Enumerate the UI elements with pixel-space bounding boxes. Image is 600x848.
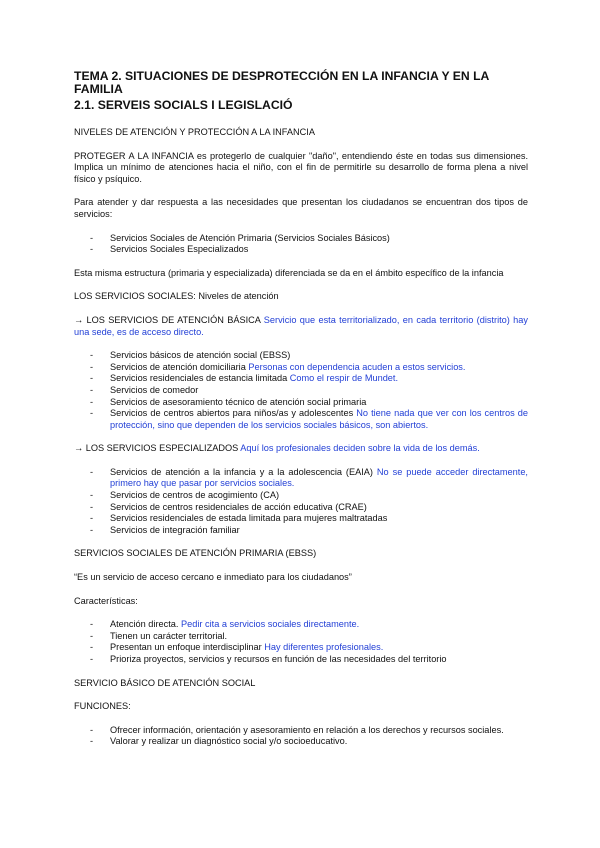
heading-ebss: SERVICIOS SOCIALES DE ATENCIÓN PRIMARIA (EBSS) bbox=[74, 548, 317, 559]
list-item: - Servicios de comedor bbox=[74, 385, 528, 397]
list-funciones bbox=[74, 725, 528, 748]
list-item: - Servicios residenciales de estada limitada para mujeres maltratadas bbox=[74, 513, 528, 525]
list-item: - Ofrecer información, orientación y asesoramiento en relación a los derechos y recursos sociales. bbox=[74, 725, 528, 737]
list-caracteristicas bbox=[74, 619, 528, 665]
heading-niveles: NIVELES DE ATENCIÓN Y PROTECCIÓN A LA INFANCIA bbox=[74, 127, 315, 137]
note: Hay diferentes profesionales. bbox=[264, 642, 384, 653]
list-item: - Servicios básicos de atención social (EBSS) bbox=[74, 350, 528, 362]
list-item: - Servicios de asesoramiento técnico de atención social primaria bbox=[74, 397, 528, 409]
quote: “Es un servicio de acceso cercano e inmediato para los ciudadanos” bbox=[74, 572, 352, 583]
list-item: - Servicios de atención domiciliaria Personas con dependencia acuden a estos servicios. bbox=[74, 362, 528, 374]
list-servicios-basicos bbox=[74, 350, 528, 431]
list-item: - Presentan un enfoque interdisciplinar Hay diferentes profesionales. bbox=[74, 642, 528, 654]
heading-atencion-basica: → LOS SERVICIOS DE ATENCIÓN BÁSICA Servicio que esta territorializado, en cada territorio (distrito) hay una sede, es de acceso directo. bbox=[74, 314, 528, 337]
list-item: - Atención directa. Pedir cita a servicios sociales directamente. bbox=[74, 619, 528, 631]
heading-especializados: → LOS SERVICIOS ESPECIALIZADOS Aquí los profesionales deciden sobre la vida de los demás. bbox=[74, 443, 480, 454]
list-item: - Tienen un carácter territorial. bbox=[74, 631, 528, 643]
paragraph-atender: Para atender y dar respuesta a las necesidades que presentan los ciudadanos se encuentran dos tipos de servicios: bbox=[74, 197, 528, 219]
list-item: - Servicios de centros abiertos para niños/as y adolescentes No tiene nada que ver con los centros de protección, sino que dependen de los servicios sociales básicos, son abiertos. bbox=[74, 408, 528, 431]
list-item: - Valorar y realizar un diagnóstico social y/o socioeducativo. bbox=[74, 736, 528, 748]
heading-caracteristicas: Características: bbox=[74, 595, 138, 606]
note: Personas con dependencia acuden a estos servicios. bbox=[248, 361, 466, 372]
paragraph-proteger: PROTEGER A LA INFANCIA es protegerlo de cualquier "daño", entendiendo éste en todas sus dimensiones. Implica un mínimo de atenciones hacia el niño, con el fin de permitirle su desarrollo de forma plena a nivel físico y psíquico. bbox=[74, 150, 528, 184]
section-subtitle: 2.1. SERVEIS SOCIALS I LEGISLACIÓ bbox=[74, 98, 293, 112]
list-servicios-especializados bbox=[74, 467, 528, 537]
note: No tiene nada que ver con los centros de protección, sino que dependen de los servicios sociales básicos, son abiertos. bbox=[110, 408, 528, 430]
note: Como el respir de Mundet. bbox=[289, 373, 399, 384]
list-item: - Servicios residenciales de estancia limitada Como el respir de Mundet. bbox=[74, 373, 528, 385]
document-title: TEMA 2. SITUACIONES DE DESPROTECCIÓN EN LA INFANCIA Y EN LA FAMILIA bbox=[74, 69, 490, 96]
paragraph-estructura: Esta misma estructura (primaria y especializada) diferenciada se da en el ámbito específico de la infancia bbox=[74, 267, 504, 278]
heading-servicios-sociales: LOS SERVICIOS SOCIALES: Niveles de atención bbox=[74, 291, 279, 302]
heading-servicio-basico: SERVICIO BÁSICO DE ATENCIÓN SOCIAL bbox=[74, 677, 256, 688]
heading-funciones: FUNCIONES: bbox=[74, 701, 131, 712]
document-page bbox=[74, 70, 528, 748]
note: Pedir cita a servicios sociales directamente. bbox=[181, 619, 360, 630]
note: No se puede acceder directamente, primero hay que pasar por servicios sociales. bbox=[110, 466, 528, 489]
note: Servicio que esta territorializado, en cada territorio (distrito) hay una sede, es de acceso directo. bbox=[74, 314, 528, 337]
note: Aquí los profesionales deciden sobre la vida de los demás. bbox=[240, 443, 480, 454]
list-item: - Servicios Sociales Especializados bbox=[74, 244, 528, 256]
list-item: - Servicios de centros de acogimiento (CA) bbox=[74, 490, 528, 502]
list-item: - Servicios de integración familiar bbox=[74, 525, 528, 537]
list-item: - Servicios Sociales de Atención Primaria (Servicios Sociales Básicos) bbox=[74, 233, 528, 245]
list-item: - Servicios de centros residenciales de acción educativa (CRAE) bbox=[74, 502, 528, 514]
list-item: - Prioriza proyectos, servicios y recursos en función de las necesidades del territorio bbox=[74, 654, 528, 666]
list-tipos-servicios bbox=[74, 233, 528, 256]
list-item: - Servicios de atención a la infancia y a la adolescencia (EAIA) No se puede acceder directamente, primero hay que pasar por servicios sociales. bbox=[74, 467, 528, 490]
